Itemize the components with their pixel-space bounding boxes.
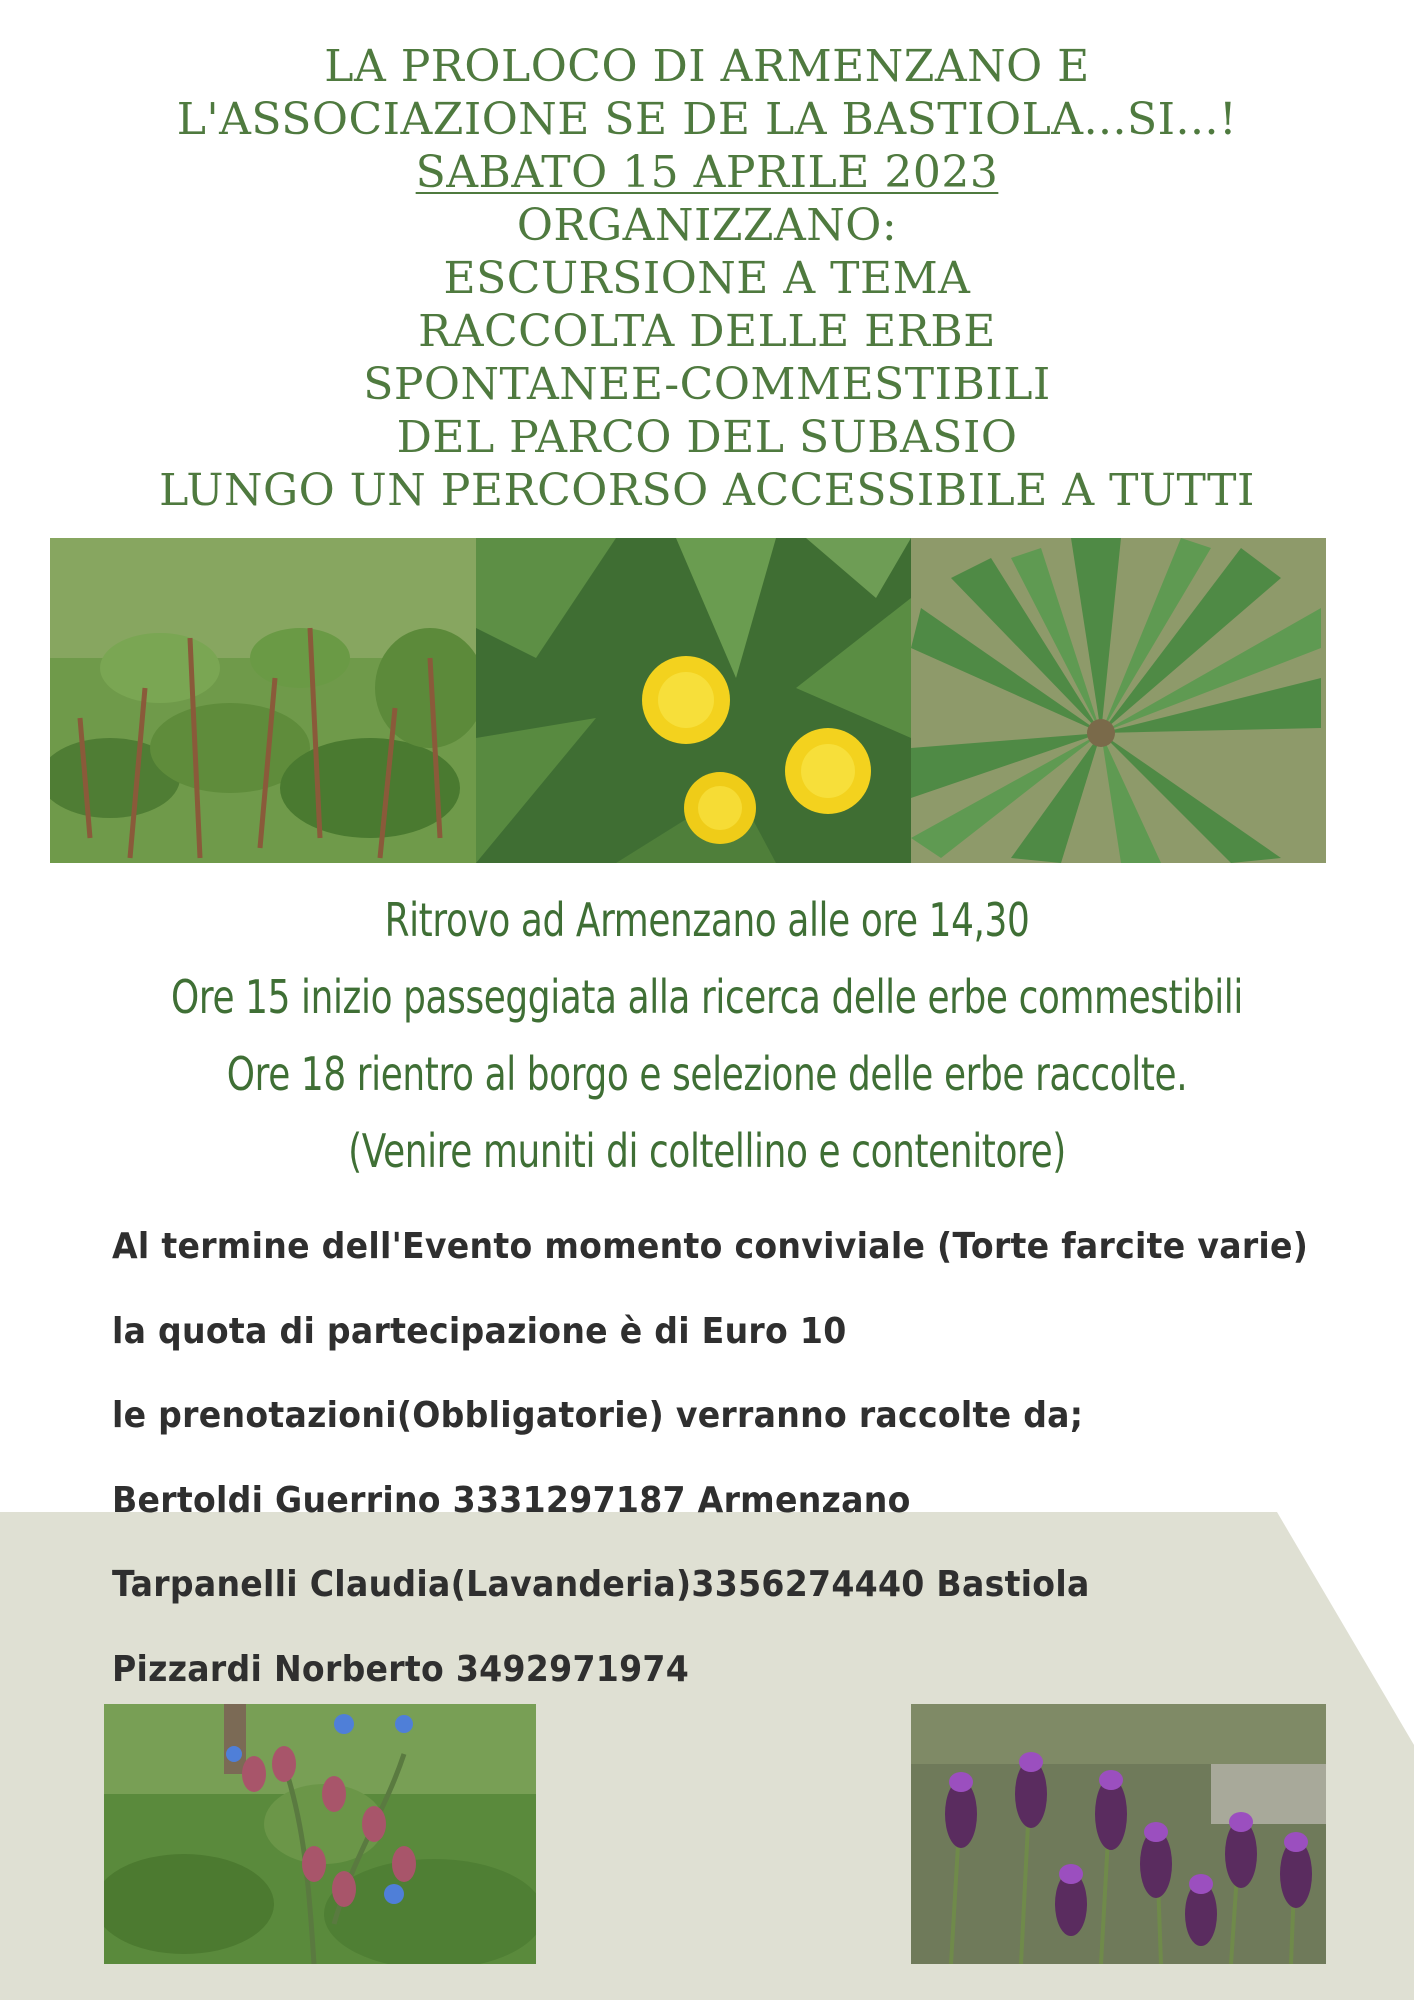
header-line-2: L'ASSOCIAZIONE SE DE LA BASTIOLA...SI...! [176,94,1238,145]
header-line-6: RACCOLTA DELLE ERBE [418,306,996,357]
contact-bertoldi: Bertoldi Guerrino 3331297187 Armenzano [112,1479,911,1521]
contact-pizzardi: Pizzardi Norberto 3492971974 [112,1648,690,1690]
event-date: SABATO 15 APRILE 2023 [415,147,999,198]
info-booking: le prenotazioni(Obbligatorie) verranno raccolte da; [112,1395,1084,1436]
header-line-1: LA PROLOCO DI ARMENZANO E [324,41,1090,92]
borage-photo [104,1704,536,1964]
dandelion-photo [476,538,911,863]
thistle-rosette-photo [911,538,1326,863]
schedule-return: Ore 18 rientro al borgo e selezione delle erbe raccolte. [226,1047,1188,1101]
schedule-meeting: Ritrovo ad Armenzano alle ore 14,30 [384,893,1030,947]
header-line-4: ORGANIZZANO: [516,200,898,251]
schedule [0,882,1414,1190]
event-info [112,1205,1352,1712]
header-line-5: ESCURSIONE A TEMA [443,253,971,304]
schedule-walk: Ore 15 inizio passeggiata alla ricerca delle erbe commestibili [171,970,1243,1024]
header-line-8: DEL PARCO DEL SUBASIO [396,412,1018,463]
lavender-photo [911,1704,1326,1964]
plantain-photo [50,538,476,863]
info-convivial: Al termine dell'Evento momento conviviale (Torte farcite varie) [112,1226,1309,1267]
info-fee: la quota di partecipazione è di Euro 10 [112,1310,847,1352]
header-line-7: SPONTANEE-COMMESTIBILI [363,359,1051,410]
contact-tarpanelli: Tarpanelli Claudia(Lavanderia)3356274440 Bastiola [112,1564,1090,1605]
schedule-note: (Venire muniti di coltellino e contenitore) [348,1124,1066,1178]
event-header [0,40,1414,517]
header-line-9: LUNGO UN PERCORSO ACCESSIBILE A TUTTI [159,465,1255,516]
